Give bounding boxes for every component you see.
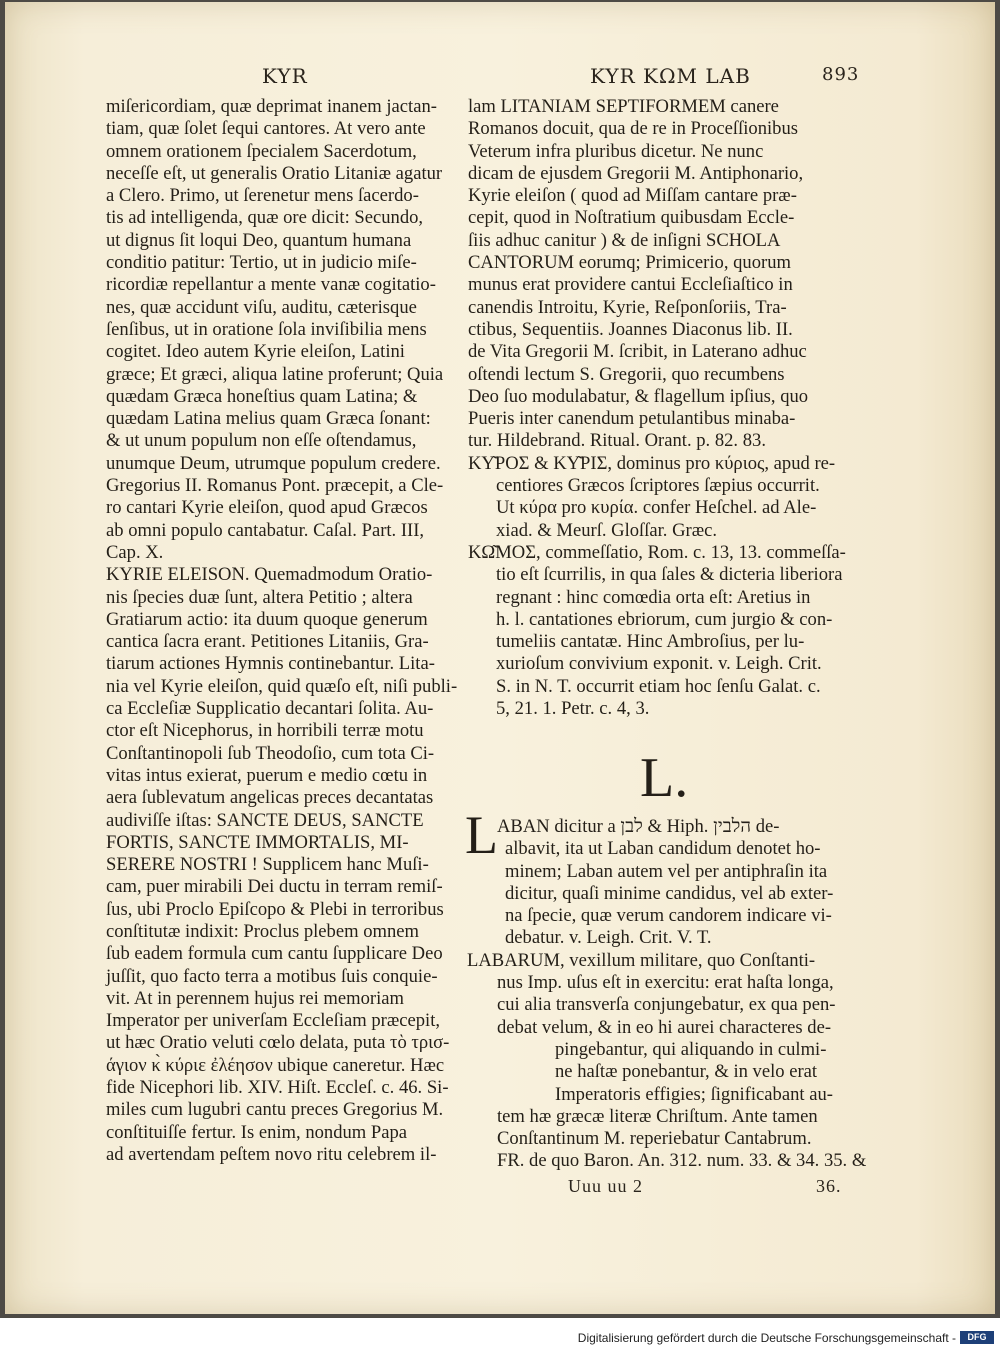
text-line: 5, 21. 1. Petr. c. 4, 3. [496,698,650,720]
signature-mark: Uuu uu 2 [568,1176,643,1196]
text-line: ſenſibus, ut in oratione ſola inviſibilia mens [106,318,427,340]
text-line: KYRIE ELEISON. Quemadmodum Oratio- [106,564,433,586]
text-line: xiad. & Meurſ. Gloſſar. Græc. [496,519,718,541]
catchword: 36. [816,1176,842,1196]
text-line: Conſtantinum M. reperiebatur Cantabrum. [497,1128,812,1150]
text-line: ab omni populo cantabatur. Caſal. Part. III, [106,519,425,541]
text-line: ctibus, Sequentiis. Joannes Diaconus lib. II. [468,318,793,340]
left-text-column [106,96,462,1166]
text-line: ricordiæ repellantur a mente vanæ cogitatio- [106,274,436,296]
text-line: aera ſublevatum angelicas preces decantatas [106,787,434,809]
text-line: vit. At in perennem hujus rei memoriam [106,987,404,1009]
text-line: omnem orationem ſpecialem Sacerdotum, [106,140,417,162]
text-line: debatur. v. Leigh. Crit. V. T. [505,927,712,949]
text-line: unumque Deum, utrumque populum credere. [106,452,441,474]
text-line: ad avertendam peſtem novo ritu celebrem il- [106,1143,437,1165]
text-line: ΚΩ͂ΜΟΣ, commeſſatio, Rom. c. 13, 13. commeſſa- [468,541,846,563]
text-line: de Vita Gregorii M. ſcribit, in Laterano adhuc [468,341,807,363]
text-line: Deo ſuo modulabatur, & flagellum ipſius, quo [468,385,809,407]
text-line: cam, puer mirabili Dei ductu in terram remiſ- [106,876,443,898]
text-line: ne haſtæ ponebantur, & in velo erat [555,1061,818,1083]
text-line: nus Imp. uſus eſt in exercitu: erat haſta longa, [497,972,834,994]
text-line: pingebantur, qui aliquando in culmi- [555,1038,827,1060]
text-line: nia vel Kyrie eleiſon, quid quæſo eſt, niſi publi- [106,675,458,697]
text-line: conſtituiſſe fertur. Is enim, nondum Papa [106,1121,408,1143]
text-line: cogitet. Ideo autem Kyrie eleiſon, Latini [106,341,405,363]
running-head-right: KYR KΩM LAB [590,64,751,88]
text-line: Imperator per univerſam Eccleſiam præcepit, [106,1010,441,1032]
text-line: munus erat providere cantui Eccleſiaſtico in [468,274,793,296]
text-line: tem hæ græcæ literæ Chriſtum. Ante tamen [497,1105,818,1127]
text-line: quædam Latina melius quam Græca ſonant: [106,408,431,430]
text-line: conditio patitur: Tertio, ut in judicio miſe- [106,252,417,274]
text-line: miles cum lugubri cantu preces Gregorius M. [106,1099,444,1121]
text-line: græce; Et græci, aliqua latine proferunt; Quia [106,363,444,385]
text-line: neceſſe eſt, ut generalis Oratio Litaniæ agatur [106,162,443,184]
text-line: dicitur, quaſi minime candidus, vel ab exter- [505,882,834,904]
text-line: ſiis adhuc canitur ) & de inſigni SCHOLA [468,229,781,251]
text-line: canendis Introitu, Kyrie, Reſponſoriis, Tra- [468,296,787,318]
text-line: albavit, ita ut Laban candidum denotet ho- [505,838,821,860]
text-line: FORTIS, SANCTE IMMORTALIS, MI- [106,831,409,853]
text-line: Cap. X. [106,541,164,563]
text-line: ſus, ubi Proclo Epiſcopo & Plebi in terroribus [106,898,444,920]
text-line: tio eſt ſcurrilis, in qua ſales & dicteria liberiora [496,564,843,586]
text-line: Gratiarum actio: ita duum quoque generum [106,608,428,630]
text-line: debat velum, & in eo hi aurei characteres de- [497,1016,832,1038]
text-line: ABAN dicitur a לבן & Hiph. הלבין de- [497,816,780,837]
decorated-initial-L: L [465,805,498,865]
text-line: Conſtantinopoli ſub Theodoſio, cum tota Ci- [106,742,435,764]
text-line: tiam, quæ ſolet ſequi cantores. At vero ante [106,118,426,140]
text-line: lam LITANIAM SEPTIFORMEM canere [468,96,779,117]
text-line: cepit, quod in Noſtratium quibusdam Eccle- [468,207,795,229]
text-line: ΚΥ͂ΡΟΣ & ΚΥ͂ΡΙΣ, dominus pro κύριος, apud re- [468,452,836,474]
text-line: oſtendi lectum S. Gregorii, quo recumbens [468,363,785,385]
text-line: a Clero. Primo, ut ſerenetur mens ſacerdo- [106,185,419,207]
text-line: SERERE NOSTRI ! Supplicem hanc Muſi- [106,854,429,876]
text-line: vitas intus exierat, puerum e medio cœtu in [106,764,428,786]
text-line: άγιον κ̀ κύριε ἐλέησον ubique caneretur. Hæc [106,1054,445,1076]
text-line: ca Eccleſiæ Supplicatio decantari ſolita. Au- [106,698,434,720]
text-line: S. in N. T. occurrit etiam hoc ſenſu Galat. c. [496,675,821,697]
text-line: juſſit, quo facto terra a motibus ſuis conquie- [106,965,438,987]
text-line: tur. Hildebrand. Ritual. Orant. p. 82. 83. [468,430,766,452]
running-head-left: KYR [262,64,308,88]
text-line: minem; Laban autem vel per antiphraſin ita [505,860,828,882]
text-line: quædam Græca honeſtius quam Latina; & [106,385,418,407]
text-line: ctor eſt Nicephorus, in horribili terræ motu [106,720,424,742]
text-line: audiviſſe iſtas: SANCTE DEUS, SANCTE [106,809,424,831]
text-line: tiarum actiones Hymnis continebantur. Lita- [106,653,435,675]
text-line: conſtitutæ indixit: Proclus plebem omnem [106,920,419,942]
text-line: dicam de ejusdem Gregorii M. Antiphonario, [468,162,804,184]
section-letter-heading: L. [640,747,689,809]
footer-bar [0,1329,1000,1347]
text-line: tis ad intelligenda, quæ ore dicit: Secundo, [106,207,424,229]
text-line: LABARUM, vexillum militare, quo Conſtanti- [467,949,816,971]
text-line: ut hæc Oratio veluti cœlo delata, puta τὸ τρισ- [106,1032,450,1054]
text-line: ſub eadem formula cum cantu ſupplicare Deo [106,943,443,965]
right-text-column-bottom [467,816,867,1173]
dfg-logo-icon: DFG [960,1331,994,1344]
text-line: & ut unum populum non eſſe oſtendamus, [106,430,417,452]
text-line: Kyrie eleiſon ( quod ad Miſſam cantare præ- [468,185,797,207]
text-line: xurioſum convivium exponit. v. Leigh. Crit. [496,653,822,675]
text-line: Gregorius II. Romanus Pont. præcepit, a Cle- [106,475,444,497]
text-line: ro cantari Kyrie eleiſon, quod apud Græcos [106,497,428,519]
text-line: Veterum infra pluribus dicetur. Ne nunc [468,140,764,162]
text-line: Romanos docuit, qua de re in Proceſſionibus [468,118,798,140]
text-line: cui alia transverſa conjungebatur, ex qua pen- [497,994,836,1016]
text-line: CANTORUM eorumq; Primicerio, quorum [468,252,791,274]
text-line: fide Nicephori lib. XIV. Hiſt. Eccleſ. c. 46. Si- [106,1077,449,1099]
text-line: Pueris inter canendum petulantibus minaba- [468,408,796,430]
text-line: na ſpecie, quæ verum candorem indicare vi- [505,905,832,927]
text-line: ut dignus ſit loqui Deo, quantum humana [106,229,412,251]
text-line: miſericordiam, quæ deprimat inanem jactan- [106,96,437,117]
text-line: tumeliis cantatæ. Hinc Ambroſius, per lu- [496,631,805,653]
page-number: 893 [822,64,860,85]
text-line: Ut κύρα pro κυρία. confer Heſchel. ad Ale- [496,497,817,519]
right-text-column-top [468,96,846,720]
text-line: Imperatoris effigies; ſignificabant au- [555,1083,833,1105]
text-line: nes, quæ accidunt viſu, auditu, cæterisque [106,296,417,318]
footer-credit: Digitalisierung gefördert durch die Deutsche Forschungsgemeinschaft - [577,1331,956,1345]
text-line: FR. de quo Baron. An. 312. num. 33. & 34. 35. & [497,1150,867,1172]
text-line: h. l. cantationes ebriorum, cum jurgio & con- [496,608,833,630]
text-line: regnant : hinc comœdia orta eſt: Aretius in [496,586,811,608]
text-line: nis ſpecies duæ ſunt, altera Petitio ; altera [106,586,413,608]
text-line: cantica ſacra erant. Petitiones Litaniis, Gra- [106,631,429,653]
text-line: centiores Græcos ſcriptores ſæpius occurrit. [496,475,820,497]
